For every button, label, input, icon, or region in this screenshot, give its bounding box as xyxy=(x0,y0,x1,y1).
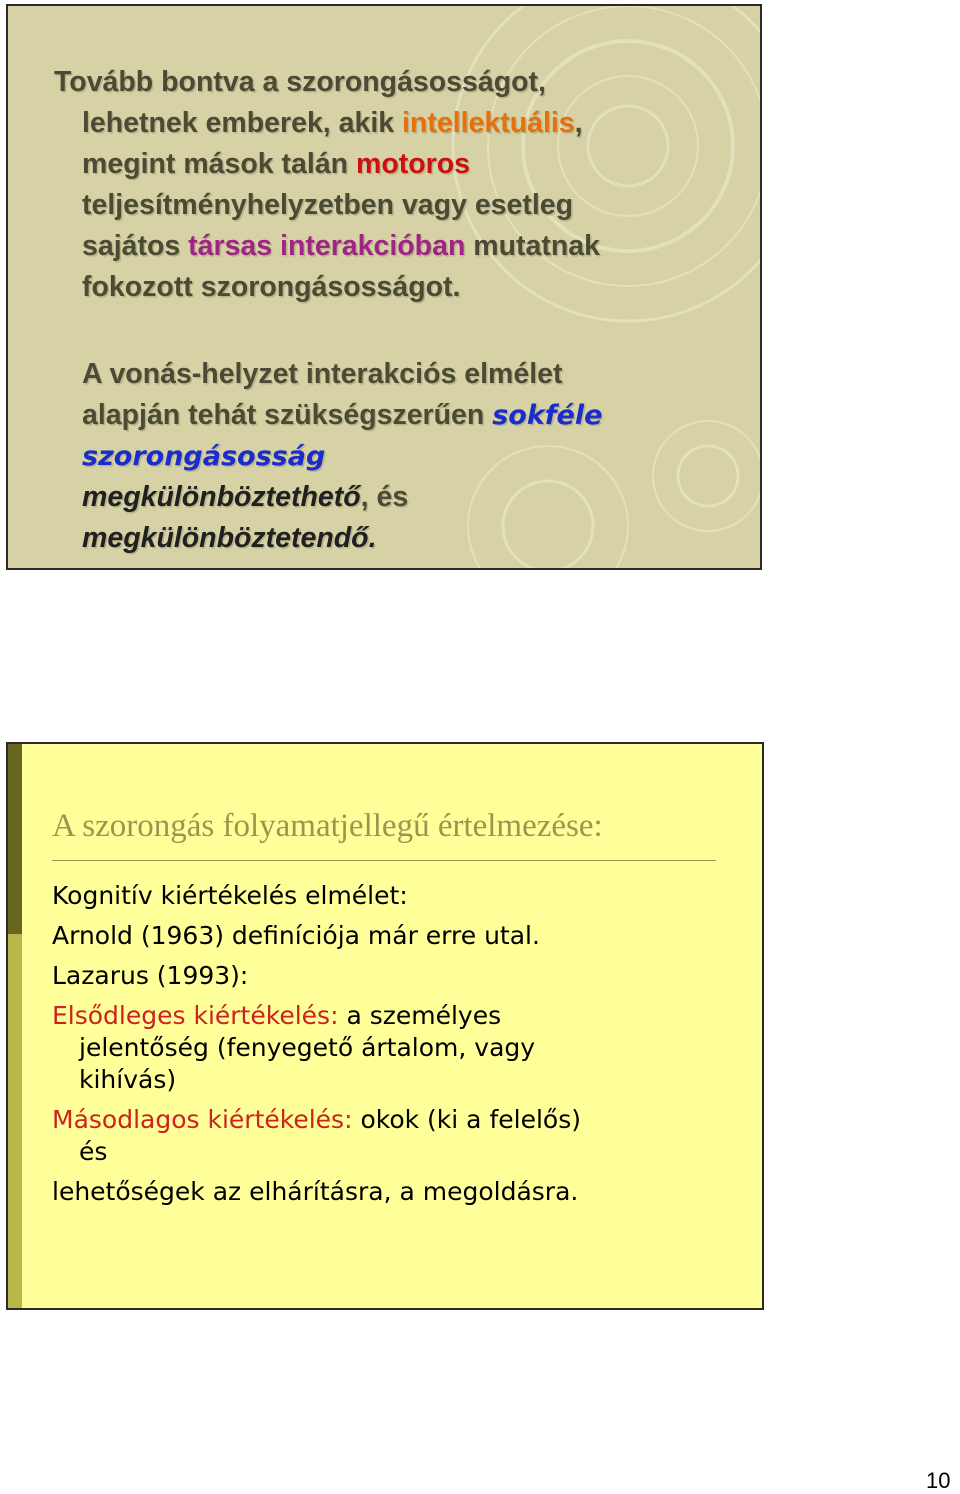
p1-line-4: teljesítményhelyzetben vagy esetleg xyxy=(82,189,574,221)
p1-line-3: megint mások talán motoros xyxy=(82,148,470,180)
body-line-7: Másodlagos kiértékelés: okok (ki a felelős) xyxy=(52,1105,581,1134)
highlight-intellektualis: intellektuális xyxy=(402,107,575,139)
body-line-9: lehetőségek az elhárításra, a megoldásra. xyxy=(52,1177,579,1206)
p1-line-2: lehetnek emberek, akik intellektuális, xyxy=(82,107,583,139)
p2-line-5: megkülönböztetendő. xyxy=(82,522,377,554)
body-line-6: kihívás) xyxy=(79,1065,177,1094)
p1-line-5: sajátos társas interakcióban mutatnak xyxy=(82,230,600,262)
accent-bar-light xyxy=(8,934,22,1308)
title-rule xyxy=(52,860,716,861)
body-line-2: Arnold (1963) definíciója már erre utal. xyxy=(52,921,540,950)
highlight-sokfele: sokféle xyxy=(492,400,603,431)
body-line-4: Elsődleges kiértékelés: a személyes xyxy=(52,1001,502,1030)
highlight-tarsas-interakcioban: társas interakcióban xyxy=(188,230,466,262)
body-line-8: és xyxy=(79,1137,108,1166)
page-number: 10 xyxy=(926,1468,951,1493)
highlight-szorongasossag: szorongásosság xyxy=(82,441,326,472)
accent-bar-dark xyxy=(8,744,22,934)
p2-line-4: megkülönböztethető, és xyxy=(82,481,409,513)
body-line-5: jelentőség (fenyegető ártalom, vagy xyxy=(79,1033,536,1062)
paragraph-2 xyxy=(82,354,762,559)
p2-line-1: A vonás-helyzet interakciós elmélet xyxy=(82,358,563,390)
primary-appraisal-label: Elsődleges kiértékelés: xyxy=(52,1001,339,1030)
paragraph-1 xyxy=(54,62,744,308)
body-line-3: Lazarus (1993): xyxy=(52,961,249,990)
p2-line-2: alapján tehát szükségszerűen sokféle xyxy=(82,399,603,431)
body-line-1: Kognitív kiértékelés elmélet: xyxy=(52,881,408,910)
p1-line-6: fokozott szorongásosságot. xyxy=(82,271,461,303)
slide-2-body xyxy=(52,880,742,1208)
slide-2 xyxy=(6,742,764,1310)
slide-1 xyxy=(6,4,762,570)
secondary-appraisal-label: Másodlagos kiértékelés: xyxy=(52,1105,353,1134)
slide-2-title: A szorongás folyamatjellegű értelmezése: xyxy=(52,808,603,844)
highlight-motoros: motoros xyxy=(356,148,470,180)
p1-line-1: Tovább bontva a szorongásosságot, xyxy=(54,66,546,98)
